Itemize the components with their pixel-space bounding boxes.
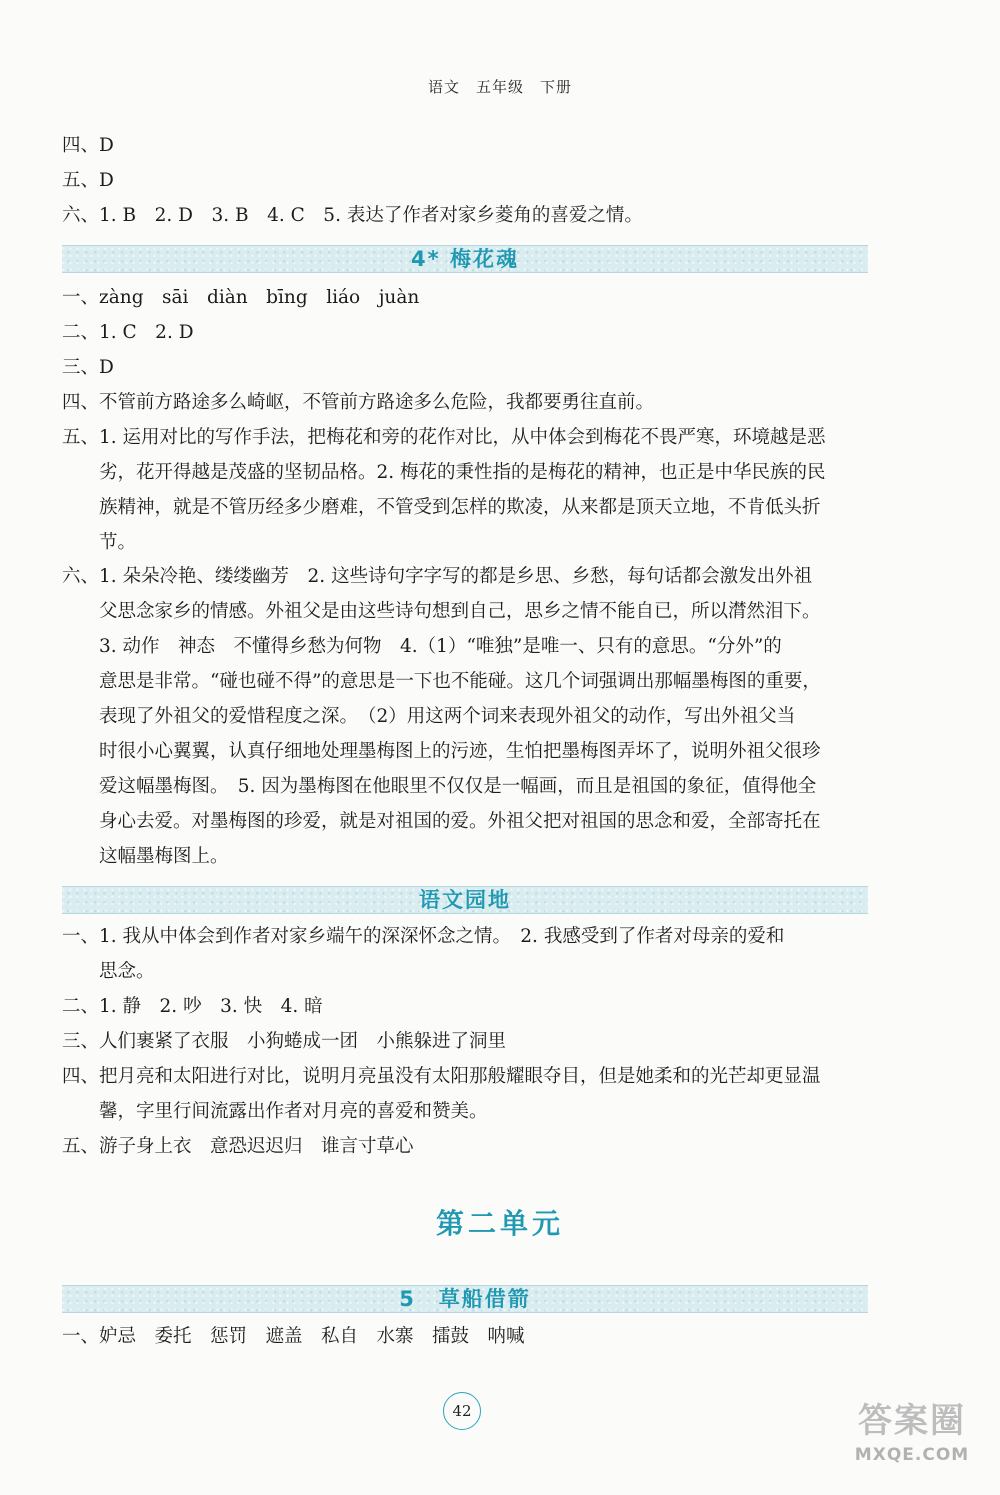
answer-line: 节。 [62, 532, 137, 553]
answer-line: 二、1. C 2. D [62, 322, 194, 343]
section-title: 5 草船借箭 [399, 1287, 531, 1311]
answer-line: 爱这幅墨梅图。 5. 因为墨梅图在他眼里不仅仅是一幅画，而且是祖国的象征，值得他全 [62, 776, 817, 797]
section-bar-caochuanjiejian [62, 1285, 868, 1313]
answer-line: 五、1. 运用对比的写作手法，把梅花和旁的花作对比，从中体会到梅花不畏严寒，环境越是恶 [62, 427, 826, 448]
answer-line: 二、1. 静 2. 吵 3. 快 4. 暗 [62, 996, 323, 1017]
section-title: 语文园地 [419, 888, 511, 912]
answer-line: 表现了外祖父的爱惜程度之深。 （2）用这两个词来表现外祖父的动作，写出外祖父当 [62, 706, 796, 727]
answer-line: 身心去爱。对墨梅图的珍爱，就是对祖国的爱。外祖父把对祖国的思念和爱，全部寄托在 [62, 811, 821, 832]
watermark-text: 答案圈 [858, 1401, 966, 1441]
watermark-logo [842, 1397, 982, 1485]
answer-line: 一、1. 我从中体会到作者对家乡端午的深深怀念之情。 2. 我感受到了作者对母亲的爱和 [62, 926, 785, 947]
answer-line: 这幅墨梅图上。 [62, 846, 229, 867]
answer-line: 劣，花开得越是茂盛的坚韧品格。2. 梅花的秉性指的是梅花的精神，也正是中华民族的民 [62, 462, 826, 483]
answer-line: 父思念家乡的情感。外祖父是由这些诗句想到自己，思乡之情不能自已，所以潸然泪下。 [62, 601, 821, 622]
unit-title: 第二单元 [435, 1207, 564, 1240]
page-number: 42 [443, 1392, 481, 1430]
answer-line: 意思是非常。“碰也碰不得”的意思是一下也不能碰。这几个词强调出那幅墨梅图的重要， [62, 671, 821, 692]
answer-line: 思念。 [62, 961, 155, 982]
section-bar-meihuahun [62, 245, 868, 273]
answer-line: 一、妒忌 委托 惩罚 遮盖 私自 水寨 擂鼓 呐喊 [62, 1326, 525, 1347]
answer-line: 四、把月亮和太阳进行对比，说明月亮虽没有太阳那般耀眼夺目，但是她柔和的光芒却更显温 [62, 1066, 821, 1087]
answer-line: 时很小心翼翼，认真仔细地处理墨梅图上的污迹，生怕把墨梅图弄坏了，说明外祖父很珍 [62, 741, 821, 762]
watermark-url: MXQE.COM [854, 1445, 970, 1465]
answer-line: 四、D [62, 135, 114, 156]
section-bar-yuwenyuandi [62, 886, 868, 914]
page-header: 语文 五年级 下册 [427, 78, 572, 96]
answer-line: 五、游子身上衣 意恐迟迟归 谁言寸草心 [62, 1136, 414, 1157]
answer-line: 五、D [62, 170, 114, 191]
answer-line: 六、1. 朵朵冷艳、缕缕幽芳 2. 这些诗句字字写的都是乡思、乡愁，每句话都会激发出外祖 [62, 566, 813, 587]
answer-line: 馨，字里行间流露出作者对月亮的喜爱和赞美。 [62, 1101, 488, 1122]
answer-line: 一、zàng sāi diàn bīng liáo juàn [62, 287, 420, 308]
answer-line: 族精神，就是不管历经多少磨难，不管受到怎样的欺凌，从来都是顶天立地，不肯低头折 [62, 497, 821, 518]
section-title: 4* 梅花魂 [411, 247, 519, 271]
answer-line: 3. 动作 神态 不懂得乡愁为何物 4.（1）“唯独”是唯一、只有的意思。“分外”的 [62, 636, 782, 657]
answer-line: 三、人们裹紧了衣服 小狗蜷成一团 小熊躲进了洞里 [62, 1031, 507, 1052]
answer-line: 四、不管前方路途多么崎岖，不管前方路途多么危险，我都要勇往直前。 [62, 392, 655, 413]
answer-line: 三、D [62, 357, 114, 378]
answer-line: 六、1. B 2. D 3. B 4. C 5. 表达了作者对家乡菱角的喜爱之情。 [62, 205, 643, 226]
